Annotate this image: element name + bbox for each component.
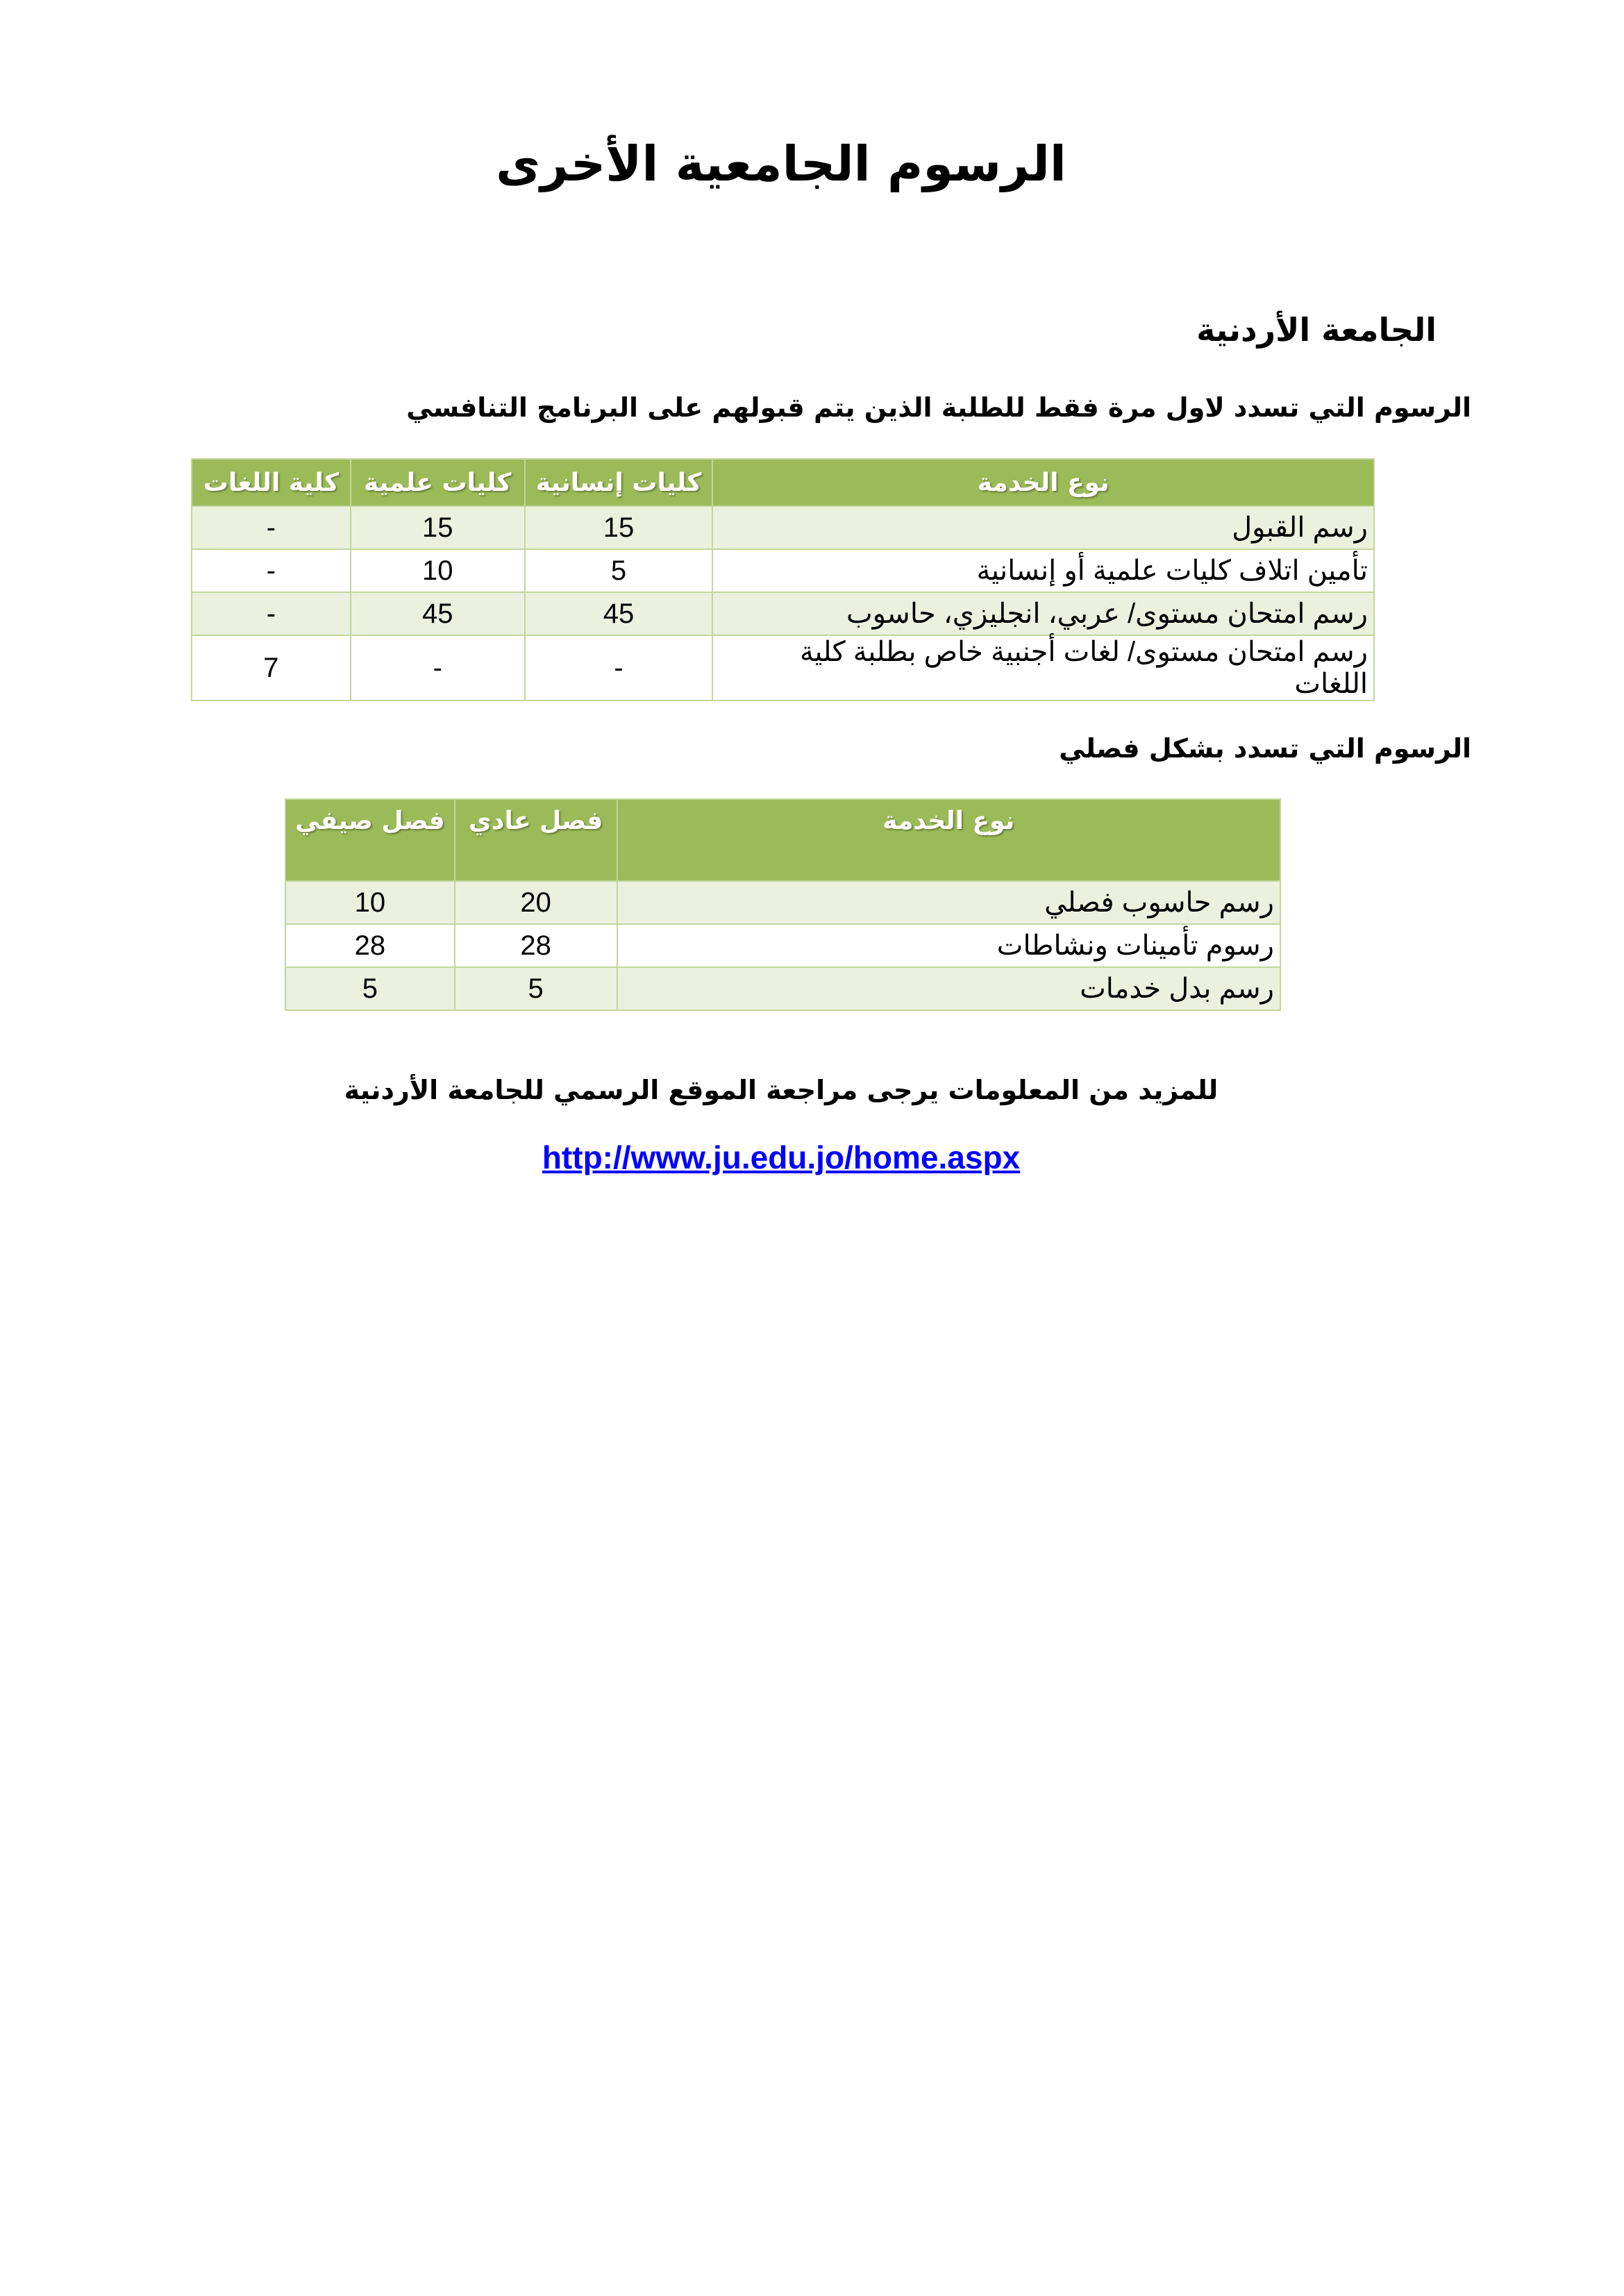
table-row [285,967,1280,1010]
page-title: الرسوم الجامعية الأخرى [496,135,1066,192]
service-cell: رسم حاسوب فصلي [617,881,1280,924]
value-cell: 20 [455,881,617,924]
table-row [192,506,1374,549]
service-cell: رسم القبول [712,506,1374,549]
university-website-link[interactable]: http://www.ju.edu.jo/home.aspx [542,1139,1021,1175]
section1-heading: الرسوم التي تسدد لاول مرة فقط للطلبة الذين يتم قبولهم على البرنامج التنافسي [406,392,1471,423]
table-row [192,592,1374,635]
value-cell: - [192,549,351,592]
header-humanities: كليات إنسانية [525,459,713,506]
service-cell: رسم بدل خدمات [617,967,1280,1010]
value-cell: 45 [525,592,713,635]
more-info-text: للمزيد من المعلومات يرجى مراجعة الموقع الرسمي للجامعة الأردنية [344,1075,1219,1105]
value-cell: - [192,592,351,635]
value-cell: - [192,506,351,549]
table-row [285,881,1280,924]
header-regular-semester: فصل عادي [455,799,617,881]
table-row [285,924,1280,967]
value-cell: 15 [351,506,525,549]
value-cell: 10 [285,881,455,924]
header-service-type: نوع الخدمة [617,799,1280,881]
value-cell: 28 [285,924,455,967]
header-service-type: نوع الخدمة [712,459,1374,506]
value-cell: 15 [525,506,713,549]
header-languages: كلية اللغات [192,459,351,506]
service-cell: رسوم تأمينات ونشاطات [617,924,1280,967]
value-cell: 5 [525,549,713,592]
value-cell: 28 [455,924,617,967]
table-header-row [285,799,1280,881]
value-cell: - [525,635,713,701]
header-sciences: كليات علمية [351,459,525,506]
table-header-row [192,459,1374,506]
university-heading: الجامعة الأردنية [1196,311,1437,349]
value-cell: 10 [351,549,525,592]
value-cell: 7 [192,635,351,701]
one-time-fees-table [191,458,1375,701]
table-row [192,635,1374,701]
section2-heading: الرسوم التي تسدد بشكل فصلي [1059,733,1471,764]
service-cell: تأمين اتلاف كليات علمية أو إنسانية [712,549,1374,592]
value-cell: 45 [351,592,525,635]
service-cell: رسم امتحان مستوى/ عربي، انجليزي، حاسوب [712,592,1374,635]
value-cell: 5 [455,967,617,1010]
service-cell: رسم امتحان مستوى/ لغات أجنبية خاص بطلبة كلية اللغات [712,635,1374,701]
table-row [192,549,1374,592]
value-cell: 5 [285,967,455,1010]
semester-fees-table [285,798,1281,1011]
header-summer-semester: فصل صيفي [285,799,455,881]
value-cell: - [351,635,525,701]
